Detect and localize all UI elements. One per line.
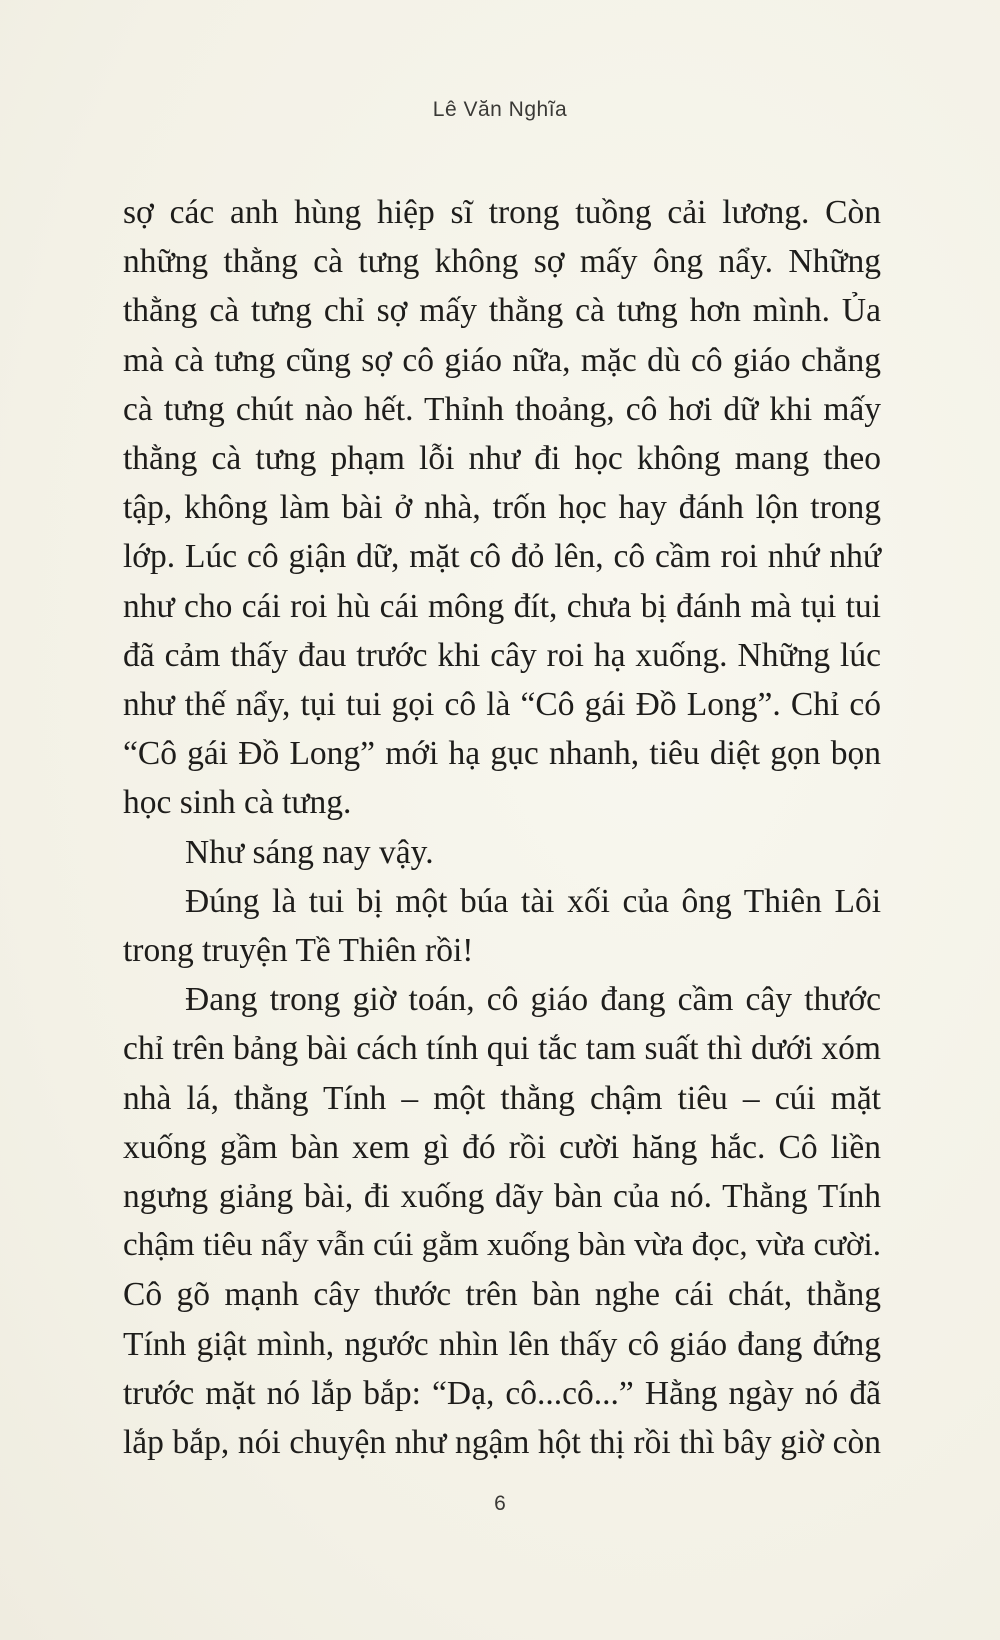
text-line: tập, không làm bài ở nhà, trốn học hay đánh lộn trong — [123, 489, 881, 527]
text-line: cà tưng chút nào hết. Thỉnh thoảng, cô hơi dữ khi mấy — [123, 390, 881, 428]
paragraph — [123, 975, 881, 1467]
running-header-author: Lê Văn Nghĩa — [432, 98, 568, 121]
text-line: nhà lá, thằng Tính – một thằng chậm tiêu – cúi mặt — [123, 1079, 881, 1117]
text-line: lớp. Lúc cô giận dữ, mặt cô đỏ lên, cô cầm roi nhứ nhứ — [123, 538, 881, 576]
text-line: “Cô gái Đồ Long” mới hạ gục nhanh, tiêu diệt gọn bọn — [123, 735, 881, 773]
text-line: thằng cà tưng phạm lỗi như đi học không mang theo — [123, 440, 881, 478]
text-line: thằng cà tưng chỉ sợ mấy thằng cà tưng hơn mình. Ủa — [123, 292, 881, 330]
page-number: 6 — [494, 1492, 506, 1515]
text-line: như thế nẩy, tụi tui gọi cô là “Cô gái Đồ Long”. Chỉ có — [123, 686, 881, 724]
text-line: chậm tiêu nẩy vẫn cúi gằm xuống bàn vừa đọc, vừa cười. — [123, 1227, 881, 1264]
text-line: ngưng giảng bài, đi xuống dãy bàn của nó. Thằng Tính — [123, 1178, 881, 1216]
body-text — [123, 188, 881, 1467]
text-line: Đúng là tui bị một búa tài xối của ông Thiên Lôi — [185, 882, 881, 920]
text-line: như cho cái roi hù cái mông đít, chưa bị đánh mà tụi tui — [123, 587, 881, 625]
text-line: Tính giật mình, ngước nhìn lên thấy cô giáo đang đứng — [123, 1325, 881, 1363]
text-line: Như sáng nay vậy. — [185, 833, 434, 871]
text-line: Đang trong giờ toán, cô giáo đang cầm cây thước — [185, 981, 881, 1019]
paragraph — [123, 877, 881, 975]
paragraph — [123, 828, 881, 877]
text-line: học sinh cà tưng. — [123, 784, 352, 822]
text-line: lắp bắp, nói chuyện như ngậm hột thị rồi thì bây giờ còn — [123, 1424, 881, 1462]
text-line: những thằng cà tưng không sợ mấy ông nẩy. Những — [123, 243, 881, 281]
paragraph — [123, 188, 881, 828]
text-line: mà cà tưng cũng sợ cô giáo nữa, mặc dù cô giáo chẳng — [123, 341, 881, 379]
text-line: sợ các anh hùng hiệp sĩ trong tuồng cải lương. Còn — [123, 194, 881, 231]
text-line: trong truyện Tề Thiên rồi! — [123, 932, 474, 970]
text-line: đã cảm thấy đau trước khi cây roi hạ xuống. Những lúc — [123, 636, 881, 674]
text-line: Cô gõ mạnh cây thước trên bàn nghe cái chát, thằng — [123, 1276, 881, 1314]
text-line: chỉ trên bảng bài cách tính qui tắc tam suất thì dưới xóm — [123, 1030, 881, 1068]
text-line: xuống gầm bàn xem gì đó rồi cười hăng hắc. Cô liền — [123, 1128, 881, 1166]
text-line: trước mặt nó lắp bắp: “Dạ, cô...cô...” Hằng ngày nó đã — [123, 1374, 881, 1412]
